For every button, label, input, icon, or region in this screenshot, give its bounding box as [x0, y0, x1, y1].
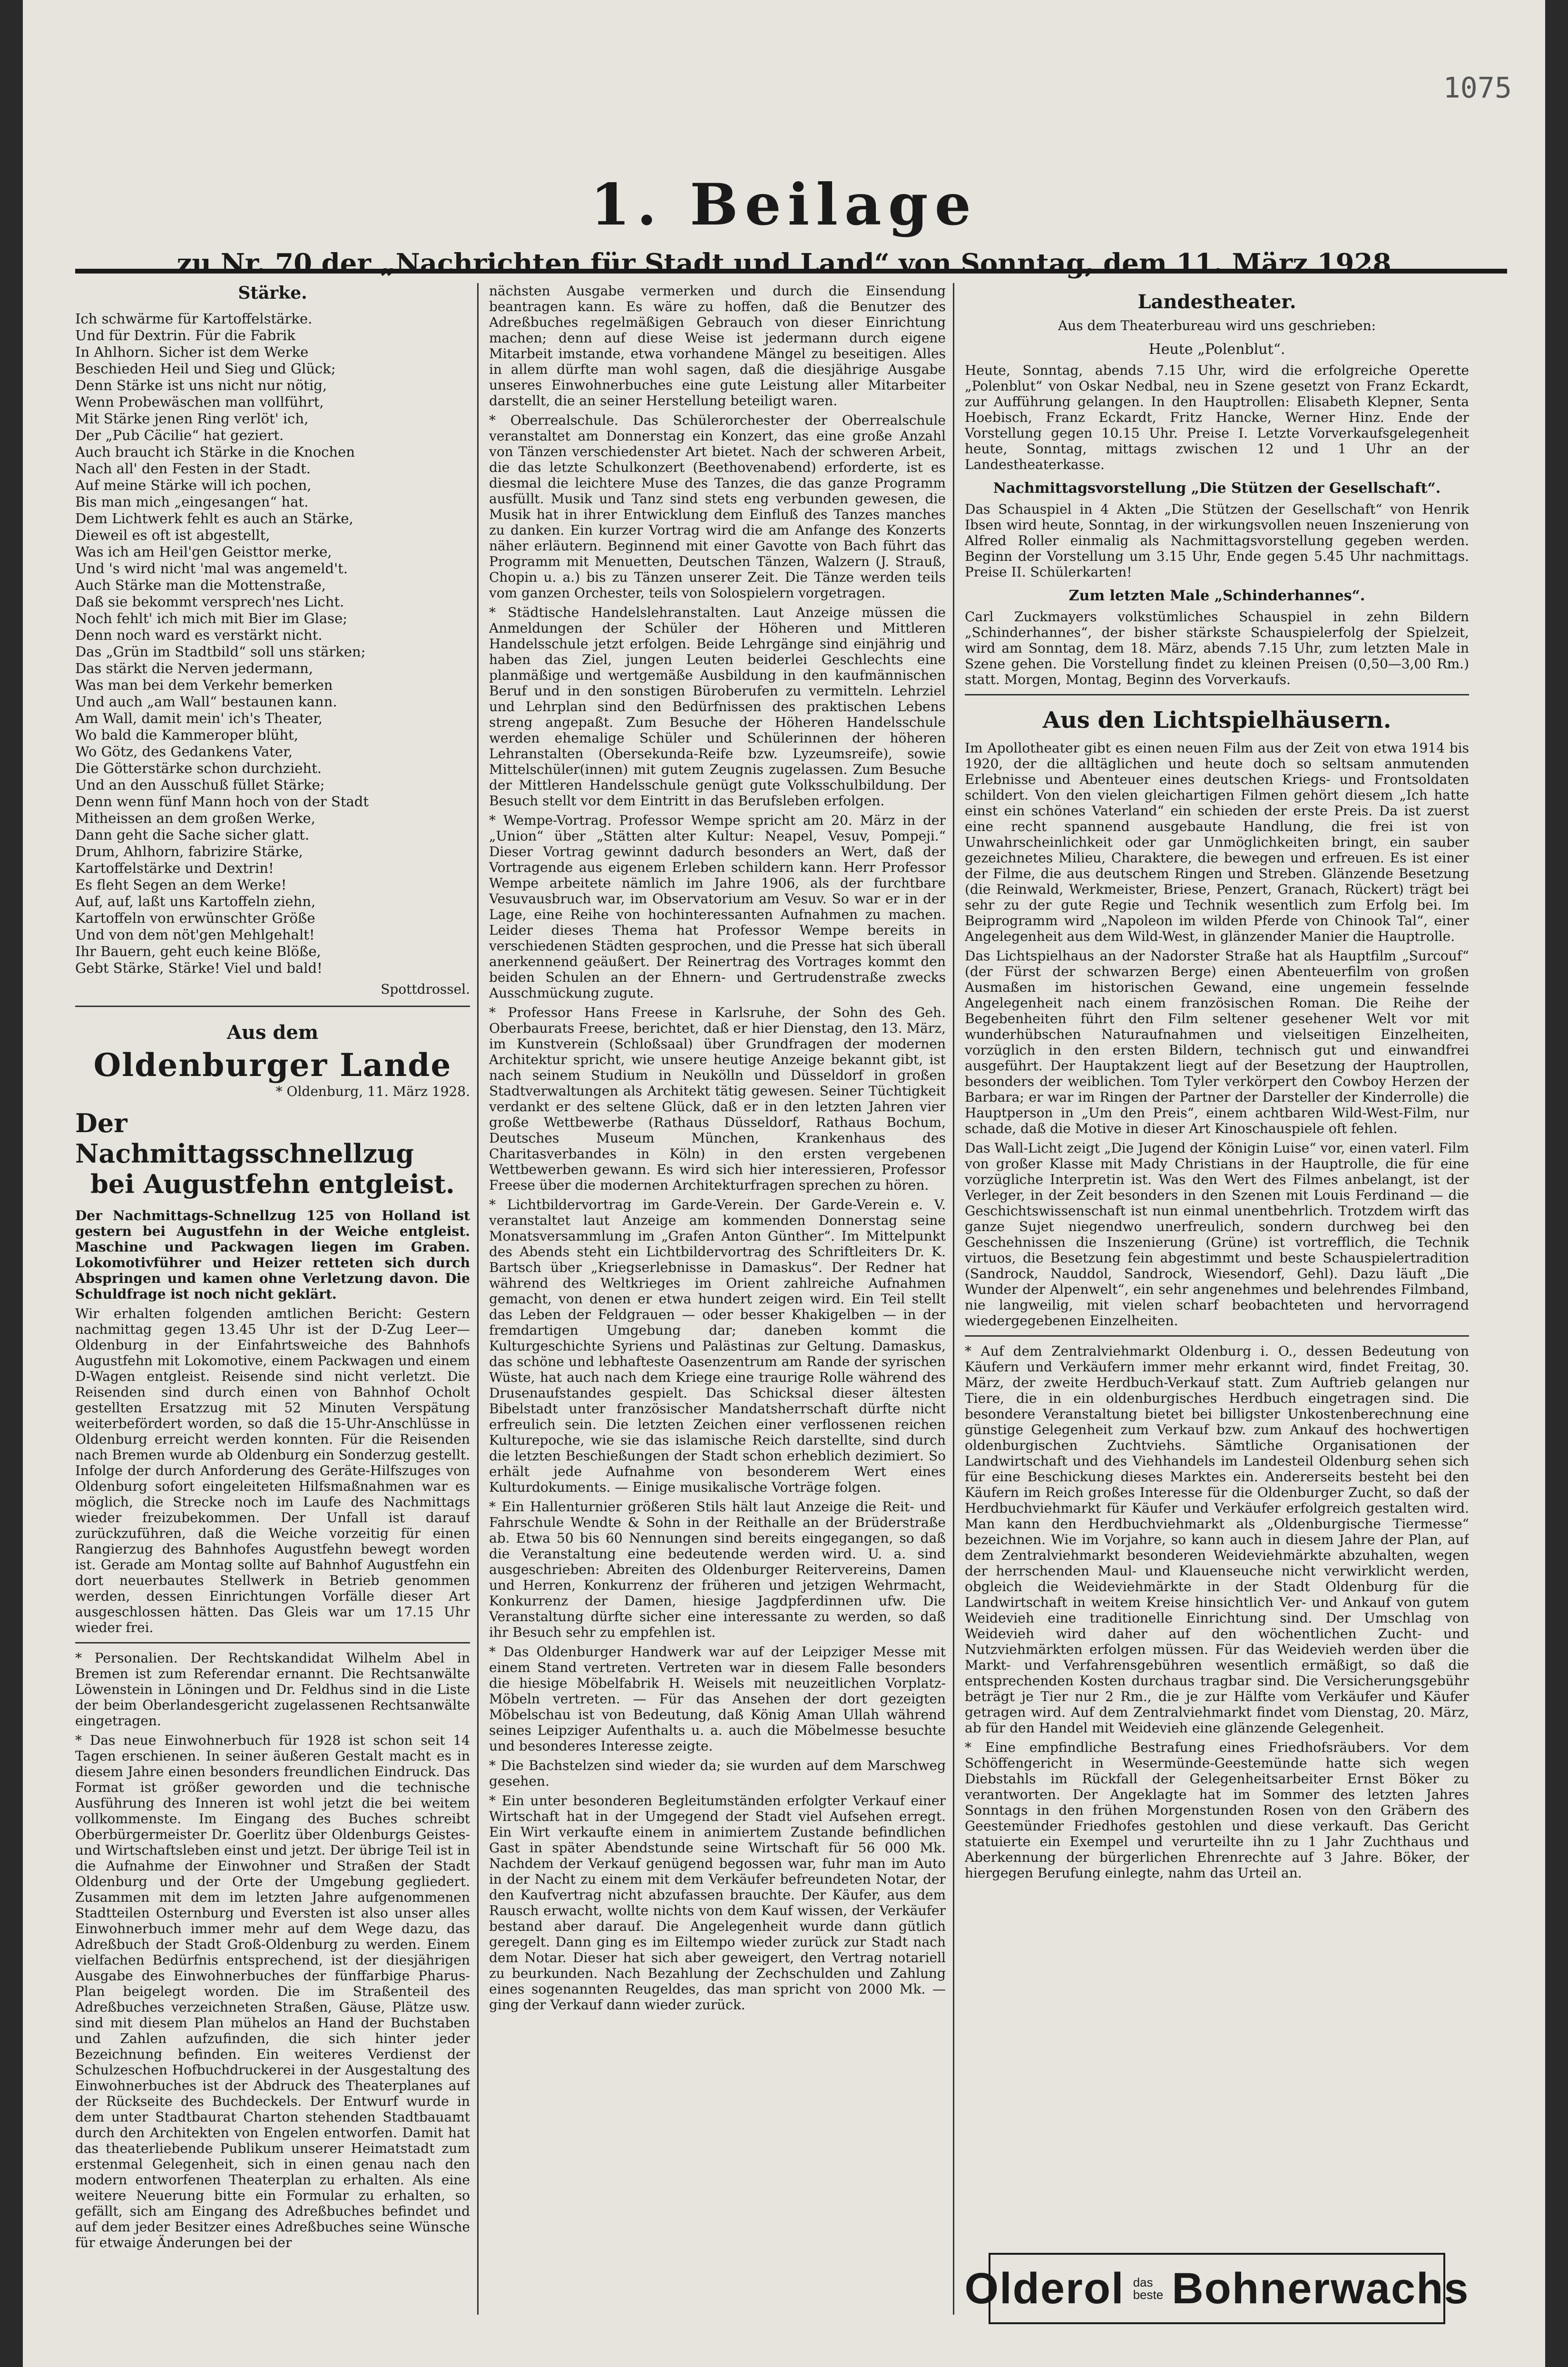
poem-line: Kartoffelstärke und Dextrin! — [75, 860, 274, 876]
poem-line: Es fleht Segen an dem Werke! — [75, 877, 287, 893]
article-paragraph: * Das Oldenburger Handwerk war auf der Leipziger Messe mit einem Stand vertreten. Vertreten war in diesem Falle besonders die hiesige Möbelfabrik H. Weisels mit neuzeitlichen Vorplatz-Möbeln vertreten. — Für das Ansehen der dort gezeigten Möbelschau ist von Bedeutung, daß König Aman Ullah während seines Leipziger Aufenthalts u. a. auch die Möbelmesse besuchte und besonderes Interesse zeigte. — [489, 1644, 946, 1754]
article-paragraph: * Das neue Einwohnerbuch für 1928 ist schon seit 14 Tagen erschienen. In seiner äußeren Gestalt macht es in diesem Jahre einen besonders freundlichen Eindruck. Das Format ist größer geworden und die technische Ausführung des Inneren ist wohl jetzt die bei weitem vollkommenste. Im Eingang des Buches schreibt Oberbürgermeister Dr. Goerlitz über Oldenburgs Geistes- und Wirtschaftsleben einst und jetzt. Der übrige Teil ist in die Aufnahme der Einwohner und Straßen der Stadt Oldenburg und der Orte der Umgebung gegliedert. Zusammen mit dem im letzten Jahre aufgenommenen Stadtteilen Osternburg und Eversten ist also unser alles Einwohnerbuch immer mehr auf dem Wege dazu, das Adreßbuch der Stadt Groß-Oldenburg zu werden. Einem vielfachen Bedürfnis entsprechend, ist der diesjährigen Ausgabe des Einwohnerbuches der fünffarbige Pharus-Plan beigelegt worden. Die im Straßenteil des Adreßbuches verzeichneten Straßen, Gäuse, Plätze usw. sind mit diesem Plan mühelos an Hand der Buchstaben und Zahlen aufzufinden, die sich hinter jeder Bezeichnung befinden. Ein weiteres Verdienst der Schulzeschen Hofbuchdruckerei in der Ausgestaltung des Einwohnerbuches ist der Abdruck des Theaterplanes auf der Rückseite des Buchdeckels. Der Entwurf wurde in dem unter Stadtbaurat Charton stehenden Stadtbauamt durch den Architekten von Engelen entworfen. Damit hat das theaterliebende Publikum unserer Heimatstadt zum erstenmal Gelegenheit, sich in einen genau nach den modern entworfenen Theaterplan zu erhalten. Als eine weitere Neuerung bitte ein Formular zu erhalten, so gefällt, sich am Eingang des Adreßbuches befindet und auf dem jeder Besitzer eines Adreßbuches seine Wünsche für etwaige Änderungen bei der — [75, 1732, 470, 2250]
poem-line: Denn noch ward es verstärkt nicht. — [75, 627, 323, 643]
article-paragraph: * Personalien. Der Rechtskandidat Wilhelm Abel in Bremen ist zum Referendar ernannt. Die Rechtsanwälte Löwenstein in Löningen und Dr. Feldhus sind in die Liste der beim Oberlandesgericht zugelassenen Rechtsanwälte eingetragen. — [75, 1650, 470, 1729]
headline — [75, 1108, 470, 1199]
poem-line: Was man bei dem Verkehr bemerken — [75, 677, 333, 693]
article-paragraph: Wir erhalten folgenden amtlichen Bericht: Gestern nachmittag gegen 13.45 Uhr ist der D-Zug Leer—Oldenburg in der Einfahrtsweiche des Bahnhofs Augustfehn mit Lokomotive, einem Packwagen und einem D-Wagen entgleist. Reisende sind nicht verletzt. Die Reisenden sind durch einen von Bahnhof Ocholt gestellten Ersatzzug mit 52 Minuten Verspätung weiterbefördert worden, so daß die 15-Uhr-Anschlüsse in Oldenburg erreicht werden konnten. Für die Reisenden nach Bremen wurde ab Oldenburg ein Sonderzug gestellt. Infolge der durch Anforderung des Geräte-Hilfszuges von Oldenburg sofort eingeleiteten Hilfsmaßnahmen war es möglich, die Strecke noch im Laufe des Nachmittags wieder freizubekommen. Der Unfall ist darauf zurückzuführen, daß die Weiche vorzeitig für einen Rangierzug des Bahnhofes Augustfehn bewegt worden ist. Gerade am Montag sollte auf Bahnhof Augustfehn ein dort neuerbautes Stellwerk in Betrieb genommen werden, dessen Einrichtungen Vorfälle dieser Art ausgeschlossen hätten. Das Gleis war um 17.15 Uhr wieder frei. — [75, 1306, 470, 1635]
poem-line: Was ich am Heil'gen Geisttor merke, — [75, 544, 332, 560]
dateline: * Oldenburg, 11. März 1928. — [275, 1084, 470, 1099]
poem-line: Und 's wird nicht 'mal was angemeld't. — [75, 560, 348, 577]
poem-line: Kartoffeln von erwünschter Größe — [75, 910, 315, 926]
poem-line: Und für Dextrin. Für die Fabrik — [75, 327, 295, 343]
poem-line: Gebt Stärke, Stärke! Viel und bald! — [75, 960, 323, 976]
poem-line: Daß sie bekommt versprech'nes Licht. — [75, 594, 344, 610]
poem-line: Wenn Probewäschen man vollführt, — [75, 394, 324, 410]
poem-line: Wo bald die Kammeroper blüht, — [75, 727, 298, 743]
poem-line: Beschieden Heil und Sieg und Glück; — [75, 361, 336, 377]
divider — [75, 1642, 470, 1643]
subheading: Heute „Polenblut“. — [1148, 341, 1285, 358]
poem-line: Und an den Ausschuß füllet Stärke; — [75, 777, 325, 793]
article-paragraph: Das Wall-Licht zeigt „Die Jugend der Königin Luise“ vor, einen vaterl. Film von großer Klasse mit Mady Christians in der Hauptrolle, die für eine vorzügliche Interpretin ist. Was den Wert des Filmes anbelangt, ist der Verleger, in der Zeit besonders in den Szenen mit Louis Ferdinand — die Geschichtswissenschaft ist nun einmal unentbehrlich. Trotzdem wirft das ganze Sujet niegendwo unerfreulich, sondern durchweg bei den Geschehnissen die Inszenierung (Grüne) ist vortrefflich, die Technik virtuos, die Besetzung fein abgestimmt und beste Schauspielertradition (Sandrock, Nauddol, Sandrock, Wiesendorf, Gehl). Dazu läuft „Die Wunder der Alpenwelt“, ein sehr angenehmes und belehrendes Filmband, nie langweilig, mit vielen scharf beobachteten und hervorragend wiedergegebenen Einzelheiten. — [965, 1140, 1469, 1329]
headline-line2: bei Augustfehn entgleist. — [90, 1169, 455, 1199]
poem-signature: Spottdrossel. — [381, 981, 470, 997]
article-lead: Der Nachmittags-Schnellzug 125 von Holland ist gestern bei Augustfehn in der Weiche entgleist. Maschine und Packwagen liegen im Graben. Lokomotivführer und Heizer retteten sich durch Abspringen und kamen ohne Verletzung davon. Die Schuldfrage ist noch nicht geklärt. — [75, 1208, 470, 1302]
ad-tagline-bottom: beste — [1133, 2288, 1164, 2302]
advertisement — [964, 2253, 1470, 2324]
poem-line: Ich schwärme für Kartoffelstärke. — [75, 311, 313, 327]
divider — [965, 694, 1469, 695]
section-title: Landestheater. — [1137, 291, 1296, 313]
poem-line: Auf, auf, laßt uns Kartoffeln ziehn, — [75, 893, 316, 910]
divider — [965, 1335, 1469, 1337]
article-paragraph: * Ein unter besonderen Begleitumständen erfolgter Verkauf einer Wirtschaft hat in der Umgegend der Stadt viel Aufsehen erregt. Ein Wirt verkaufte einem in animiertem Zustande befindlichen Gast in später Abendstunde seine Wirtschaft für 56 000 Mk. Nachdem der Verkauf genügend begossen war, fuhr man im Auto in der Nacht zu einem mit dem Verkäufer befreundeten Notar, der den Kaufvertrag nicht abzufassen brauchte. Der Käufer, aus dem Rausch erwacht, wollte nichts von dem Kauf wissen, der Verkäufer bestand aber darauf. Die Angelegenheit wurde dann gütlich geregelt. Dann ging es im Eiltempo wieder zurück zur Stadt nach dem Notar. Dieser hat sich aber geweigert, den Vertrag notariell zu beurkunden. Nach Bezahlung der Zechschulden und Zahlung eines sogenannten Reugeldes, das man spricht von 2000 Mk. — ging der Verkauf dann wieder zurück. — [489, 1793, 946, 2013]
article-paragraph: * Lichtbildervortrag im Garde-Verein. Der Garde-Verein e. V. veranstaltet laut Anzeige am kommenden Donnerstag seine Monatsversammlung im „Grafen Anton Günther“. Im Mittelpunkt des Abends steht ein Lichtbildervortrag des Schriftleiters Dr. K. Bartsch über „Kriegserlebnisse in Damaskus“. Der Redner hat während des Weltkrieges im Orient zahlreiche Aufnahmen gemacht, von denen er etwa hundert zeigen wird. Ein Teil stellt das Leben der Feldgrauen — oder besser Khakigelben — in der fremdartigen Umgebung dar; daneben kommt die Kulturgeschichte Syriens und Palästinas zur Geltung. Damaskus, das schöne und lebhafteste Oasenzentrum am Rande der syrischen Wüste, hat auch nach dem Kriege eine traurige Rolle während des Drusenaufstandes gespielt. Das Schicksal dieser ältesten Bibelstadt unter französischer Mandatsherrschaft dürfte nicht erfreulich sein. Die letzten Zeichen einer verflossenen reichen Kulturepoche, wie sie das islamische Reich darstellte, sind durch die letzten Beschießungen der Stadt schon erheblich dezimiert. So erhält jede Aufnahme von besonderem Wert eines Kulturdokuments. — Einige musikalische Vorträge folgen. — [489, 1197, 946, 1495]
article-intro: Aus dem Theaterbureau wird uns geschrieben: — [1058, 318, 1376, 333]
headline-line1: Der Nachmittagsschnellzug — [75, 1108, 414, 1169]
poem-line: Und von dem nöt'gen Mehlgehalt! — [75, 927, 315, 943]
poem-line: Nach all' den Festen in der Stadt. — [75, 460, 311, 477]
ad-product: Bohnerwachs — [1172, 2264, 1470, 2313]
poem-line: Auch Stärke man die Mottenstraße, — [75, 577, 326, 593]
article-paragraph: Heute, Sonntag, abends 7.15 Uhr, wird die erfolgreiche Operette „Polenblut“ von Oskar Nedbal, neu in Szene gesetzt von Franz Eckardt, zur Aufführung gelangen. In den Hauptrollen: Elisabeth Klepner, Senta Hoebisch, Franz Eckardt, Fritz Hancke, Werner Hinz. Ende der Vorstellung gegen 10.15 Uhr. Preise I. Letzte Vorverkaufsgelegenheit heute, Sonntag, mittags zwischen 12 und 1 Uhr an der Landestheaterkasse. — [965, 362, 1469, 472]
article-paragraph: Das Schauspiel in 4 Akten „Die Stützen der Gesellschaft“ von Henrik Ibsen wird heute, Sonntag, in der wirkungsvollen neuen Inszenierung von Alfred Roller einmalig als Nachmittagsvorstellung gegeben werden. Beginn der Vorstellung um 3.15 Uhr, Ende gegen 5.45 Uhr nachmittags. Preise II. Schülerkarten! — [965, 501, 1469, 580]
section-title: Oldenburger Lande — [93, 1047, 452, 1084]
article-paragraph: * Städtische Handelslehranstalten. Laut Anzeige müssen die Anmeldungen der Schüler der Höheren und Mittleren Handelsschule jetzt erfolgen. Beide Lehrgänge sind einjährig und haben das Ziel, jungen Leuten beiderlei Geschlechts eine planmäßige und wertgemäße Ausbildung in den kaufmännischen Beruf und in den sonstigen Büroberufen zu vermitteln. Lehrziel und Lehrplan sind den Bedürfnissen des praktischen Lebens streng angepaßt. Zum Besuche der Höheren Handelsschule werden ehemalige Schüler und Schülerinnen der höheren Lehranstalten (Obersekunda-Reife bzw. Lyzeumsreife), sowie Mittelschüler(innen) mit gutem Zeugnis zugelassen. Zum Besuche der Mittleren Handelsschule genügt gute Volksschulbildung. Der Besuch stellt vor dem Eintritt in das Berufsleben erfolgen. — [489, 605, 946, 809]
ad-tagline-top: das — [1133, 2275, 1153, 2289]
column-2 — [489, 283, 946, 2329]
poem-line: Mitheissen an dem großen Werke, — [75, 810, 315, 826]
poem-line: Dem Lichtwerk fehlt es auch an Stärke, — [75, 510, 353, 527]
poem-line: Mit Stärke jenen Ring verlöt' ich, — [75, 411, 309, 427]
article-paragraph: * Oberrealschule. Das Schülerorchester der Oberrealschule veranstaltet am Donnerstag ein Konzert, das eine große Anzahl von Tänzen verschiedenster Art bietet. Nach der schweren Arbeit, die das letzte Schulkonzert (Beethovenabend) erforderte, ist es diesmal die leichtere Muse des Tanzes, die das ganze Programm ausfüllt. Musik und Tanz sind stets eng verbunden gewesen, die Musik hat in ihrer Entwicklung dem Einfluß des Tanzes manches zu danken. Ein kurzer Vortrag wird die am Anfange des Konzerts näher erläutern. Beginnend mit einer Gavotte von Bach führt das Programm mit Menuetten, Deutschen Tänzen, Walzern (J. Strauß, Chopin u. a.) bis zu Tänzen unserer Zeit. Die Tänze werden teils vom ganzen Orchester, teils von Solospielern vorgetragen. — [489, 412, 946, 601]
poem-line: Die Götterstärke schon durchzieht. — [75, 760, 322, 776]
supplement-title: 1. Beilage — [590, 171, 978, 238]
poem-line: Der „Pub Cäcilie“ hat geziert. — [75, 427, 284, 443]
article-paragraph: Im Apollotheater gibt es einen neuen Film aus der Zeit von etwa 1914 bis 1920, der die alltäglichen und heute doch so seltsam anmutenden Erlebnisse und Abenteuer eines deutschen Kriegs- und Frontsoldaten schildert. Von den vielen gleichartigen Filmen gehört diesem „Ich hatte einst ein schönes Vaterland“ ein schieden der erste Preis. Da ist zuerst eine recht spannend ausgebaute Handlung, die frei ist von Unwahrscheinlichkeit oder gar Unmöglichkeiten bringt, ein sauber gezeichnetes Milieu, Charaktere, die bewegen und erfreuen. Es ist einer der Filme, die aus deutschem Ringen und Streben. Glänzende Besetzung (die Reinwald, Werkmeister, Briese, Penzert, Granach, Rückert) trägt bei sehr zu der gute Regie und Technik wesentlich zum Erfolg bei. Im Beiprogramm wird „Napoleon im wilden Pferde von Chinook Tal“, einer Angelegenheit aus dem Wild-West, in glänzender Manier die Hauptrolle. — [965, 740, 1469, 944]
poem-line: Dieweil es oft ist abgestellt, — [75, 527, 270, 543]
article-paragraph: Das Lichtspielhaus an der Nadorster Straße hat als Hauptfilm „Surcouf“ (der Fürst der schwarzen Berge) einen Abenteuerfilm von großen Ausmaßen im historischen Gewand, eine ungemein fesselnde Angelegenheit nach einem französischen Roman. Die Reihe der Begebenheiten führt den Film seltener gesehener Welt vor mit wunderhübschen Naturaufnahmen und vielseitigen Einzelheiten, vorzüglich in den ersten Bildern, technisch gut und einwandfrei ausgeführt. Der Hauptakzent liegt auf der Besetzung der Hauptrollen, besonders der weiblichen. Tom Tyler verkörpert den Cowboy Herzen der Barbara; er war im Ringen der Partner der Darsteller der Kinderrolle) die Hauptperson in „Um den Preis“, einem achtbaren Wild-West-Film, nur schade, daß die Motive in dieser Art Kinoschauspiele oft fehlen. — [965, 948, 1469, 1136]
poem-line: Ihr Bauern, geht euch keine Blöße, — [75, 943, 321, 959]
column-divider — [477, 283, 479, 2315]
column-divider — [953, 283, 954, 2315]
page-number: 1075 — [1443, 71, 1512, 105]
supplement-subtitle: zu Nr. 70 der „Nachrichten für Stadt und Land“ von Sonntag, dem 11. März 1928 — [176, 248, 1392, 279]
poem-title: Stärke. — [238, 283, 307, 303]
article-paragraph: nächsten Ausgabe vermerken und durch die Einsendung beantragen kann. Es wäre zu hoffen, daß die Benutzer des Adreßbuches regelmäßigen Gebrauch von dieser Einrichtung machen; denn auf diese Weise ist jedermann durch eigene Mitarbeit imstande, etwa vorhandene Mängel zu beseitigen. Alles in allem dürfte man wohl sagen, daß die diesjährige Ausgabe unseres Einwohnerbuches eine gute Leistung aller Mitarbeiter darstellt, die an seiner Herstellung beteiligt waren. — [489, 283, 946, 409]
ad-tagline — [1133, 2276, 1164, 2301]
subheading: Zum letzten Male „Schinderhannes“. — [1068, 587, 1365, 604]
column-1 — [75, 283, 470, 2329]
article-paragraph: Carl Zuckmayers volkstümliches Schauspiel in zehn Bildern „Schinderhannes“, der bisher stärkste Schauspielerfolg der Spielzeit, wird am Sonntag, dem 18. März, abends 7.15 Uhr, zum letzten Male in Szene gehen. Die Vorstellung findet zu kleinen Preisen (0,50—3,00 Rm.) statt. Morgen, Montag, Beginn des Vorverkaufs. — [965, 609, 1469, 687]
poem-line: Bis man mich „eingesangen“ hat. — [75, 494, 309, 510]
ad-brand: Olderol — [964, 2264, 1125, 2313]
poem-line: Am Wall, damit mein' ich's Theater, — [75, 710, 323, 726]
poem-line: Denn wenn fünf Mann hoch von der Stadt — [75, 793, 369, 810]
section-title: Aus den Lichtspielhäusern. — [1042, 707, 1392, 734]
article-paragraph: * Die Bachstelzen sind wieder da; sie wurden auf dem Marschweg gesehen. — [489, 1758, 946, 1789]
poem-line: Und auch „am Wall“ bestaunen kann. — [75, 694, 337, 710]
divider — [75, 1006, 470, 1007]
poem-line: Denn Stärke ist uns nicht nur nötig, — [75, 377, 327, 393]
poem-line: Wo Götz, des Gedankens Vater, — [75, 743, 293, 760]
article-paragraph: * Wempe-Vortrag. Professor Wempe spricht am 20. März in der „Union“ über „Stätten alter Kultur: Neapel, Vesuv, Pompeji.“ Dieser Vortrag gewinnt dadurch besonders an Wert, daß der Vortragende aus eigenem Erleben schildern kann. Herr Professor Wempe arbeitete nämlich im Jahre 1906, als der furchtbare Vesuvausbruch war, im Observatorium am Vesuv. So war er in der Lage, eine Reihe von hochinteressanten Aufnahmen zu machen. Leider dieses Thema hat Professor Wempe bereits in verschiedenen Städten gesprochen, und die Presse hat sich überall anerkennend geäußert. Der Reinertrag des Vortrages kommt den beiden Schulen an der Ehnern- und Gertrudenstraße zwecks Ausschmückung zugute. — [489, 812, 946, 1001]
article-paragraph: * Professor Hans Freese in Karlsruhe, der Sohn des Geh. Oberbaurats Freese, berichtet, daß er hier Dienstag, den 13. März, im Kunstverein (Schloßsaal) über Grundfragen der modernen Architektur spricht, wie unsere heutige Anzeige bekannt gibt, ist nach seinem Studium in Neukölln und Düsseldorf in großen Stadtverwaltungen als Architekt tätig gewesen. Seiner Tüchtigkeit verdankt er des seltene Glück, daß er in den letzten Jahren vier große Wettbewerbe (Rathaus Düsseldorf, Rathaus Bochum, Deutsches Museum München, Krankenhaus des Charitasverbandes in Köln) in den ersten vergebenen Wettbewerben gewann. Es wird sich hier interessieren, Professor Freese über die modernen Architekturfragen sprechen zu hören. — [489, 1005, 946, 1193]
poem-line: Das stärkt die Nerven jedermann, — [75, 660, 313, 676]
masthead — [51, 171, 1517, 279]
poem-line: Noch fehlt' ich mich mit Bier im Glase; — [75, 610, 347, 626]
poem-line: Auch braucht ich Stärke in die Knochen — [75, 444, 355, 460]
poem-line: Auf meine Stärke will ich pochen, — [75, 477, 312, 493]
article-paragraph: * Ein Hallenturnier größeren Stils hält laut Anzeige die Reit- und Fahrschule Wendte & Sohn in der Reithalle an der Brüderstraße ab. Etwa 50 bis 60 Nennungen sind bereits eingegangen, so daß die Veranstaltung eine bedeutende werden wird. U. a. sind ausgeschrieben: Abreiten des Oldenburger Reitervereins, Damen und Herren, Konkurrenz der früheren und jetzigen Wehrmacht, Konkurrenz der Damen, hiesige Jagdpferdinnen ufw. Die Veranstaltung dürfte sicher eine interessante zu werden, so daß ihr Besuch sehr zu empfehlen ist. — [489, 1499, 946, 1640]
poem-line: Das „Grün im Stadtbild“ soll uns stärken; — [75, 644, 366, 660]
newspaper-page — [23, 0, 1545, 2367]
poem-line: Drum, Ahlhorn, fabrizire Stärke, — [75, 843, 303, 860]
poem — [75, 311, 470, 977]
section-kicker: Aus dem — [226, 1021, 319, 1044]
poem-line: Dann geht die Sache sicher glatt. — [75, 827, 310, 843]
subheading: Nachmittagsvorstellung „Die Stützen der Gesellschaft“. — [993, 480, 1441, 497]
column-3 — [965, 283, 1469, 2329]
masthead-rule — [75, 269, 1507, 274]
poem-line: In Ahlhorn. Sicher ist dem Werke — [75, 344, 309, 360]
article-paragraph: * Eine empfindliche Bestrafung eines Friedhofsräubers. Vor dem Schöffengericht in Wesermünde-Geestemünde hatte sich wegen Diebstahls im Rückfall der Gelegenheitsarbeiter Ernst Böker zu verantworten. Der Angeklagte hat im Sommer des letzten Jahres Sonntags in den frühen Morgenstunden Rosen von den Gräbern des Geestemünder Friedhofes gestohlen und diese verkauft. Das Gericht statuierte ein Exempel und verurteilte ihn zu 1 Jahr Zuchthaus und Aberkennung der bürgerlichen Ehrenrechte auf 3 Jahre. Böker, der hiergegen Berufung einlegte, nahm das Urteil an. — [965, 1740, 1469, 1881]
article-paragraph: * Auf dem Zentralviehmarkt Oldenburg i. O., dessen Bedeutung von Käufern und Verkäufern immer mehr erkannt wird, findet Freitag, 30. März, der zweite Herdbuch-Verkauf statt. Zum Auftrieb gelangen nur Tiere, die in ein oldenburgisches Herdbuch eingetragen sind. Die besondere Veranstaltung bietet bei billigster Unkostenberechnung eine günstige Gelegenheit zum Verkauf bzw. zum Ankauf des hochwertigen oldenburgischen Zuchtviehs. Sämtliche Organisationen der Landwirtschaft und des Viehhandels im Landesteil Oldenburg sehen sich für eine Beschickung dieses Marktes ein. Andererseits besteht bei den Käufern im Reich großes Interesse für die Oldenburger Zucht, so daß der Herdbuchviehmarkt für Käufer und Verkäufer erfolgreich gestalten wird. Man kann den Herdbuchviehmarkt als „Oldenburgische Tiermesse“ bezeichnen. Wie im Vorjahre, so kann auch in diesem Jahre der Plan, auf dem Zentralviehmarkt besonderen Weideviehmärkte abzuhalten, wegen der herrschenden Maul- und Klauenseuche nicht verwirklicht werden, obgleich die Weideviehmärkte in der Stadt Oldenburg für die Landwirtschaft in weitem Kreise hinsichtlich Ver- und Ankauf von gutem Weidevieh eine traditionelle Einrichtung sind. Der Umschlag von Weidevieh wird daher auf den wöchentlichen Zucht- und Nutzviehmärkten erfolgen müssen. Für das Weidevieh werden über die Markt- und Verfahrensgebühren wesentlich ermäßigt, so daß die entsprechenden Kosten durchaus tragbar sind. Die Versicherungsgebühr beträgt je Tier nur 2 Rm., die je zur Hälfte vom Verkäufer und Käufer getragen wird. Auf dem Zentralviehmarkt findet vom Dienstag, 20. März, ab für den Handel mit Weidevieh eine glänzende Gelegenheit. — [965, 1343, 1469, 1736]
